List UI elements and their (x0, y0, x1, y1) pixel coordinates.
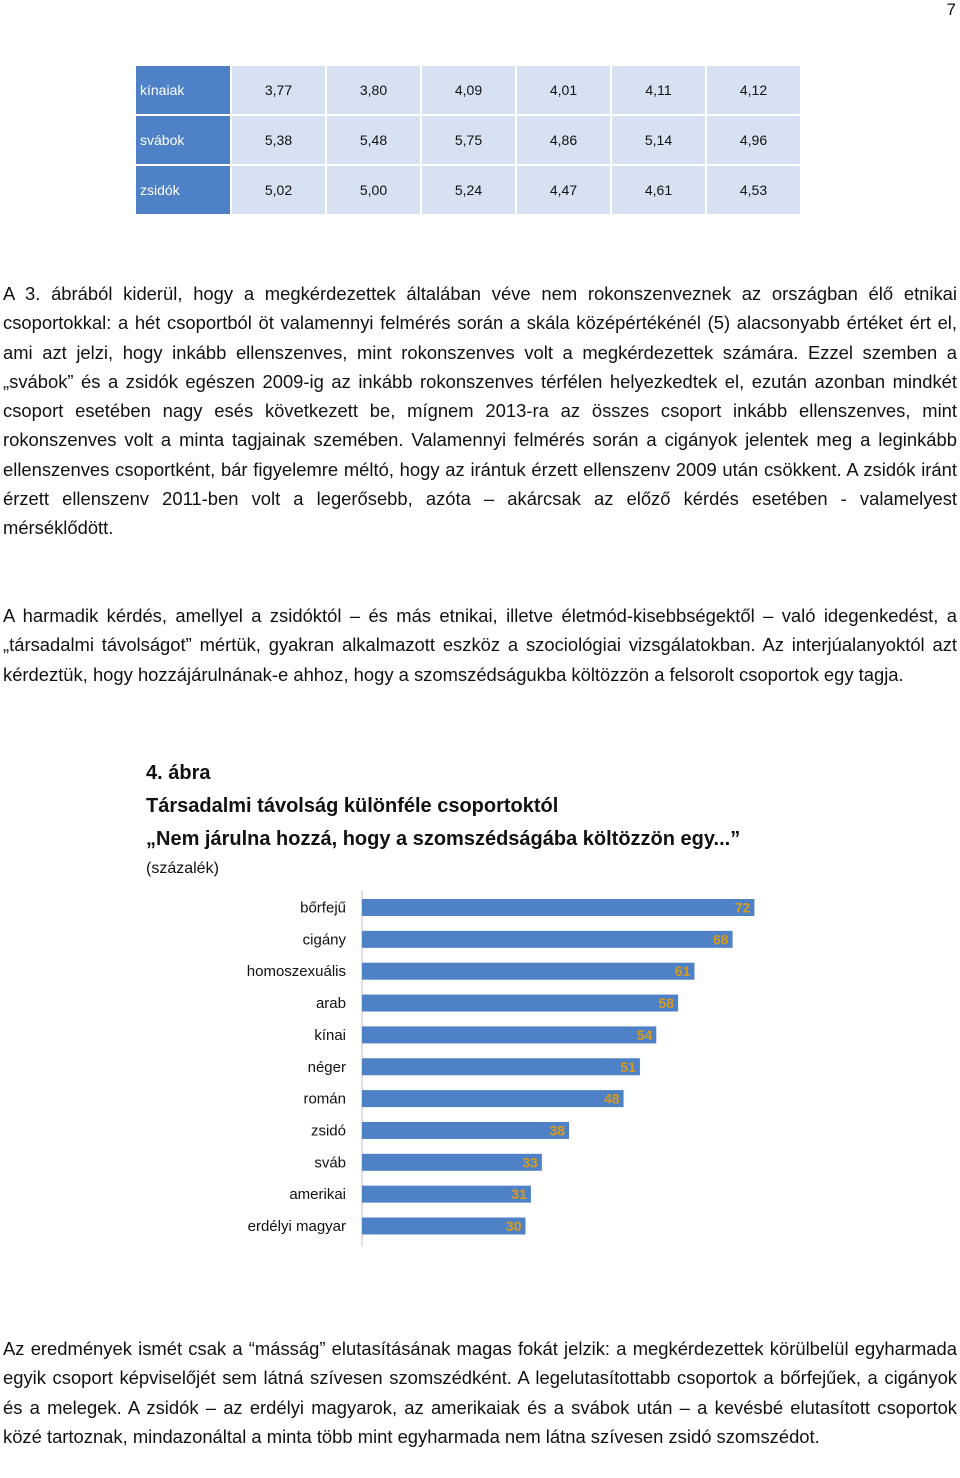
bar (362, 1186, 531, 1203)
table-row (136, 116, 800, 164)
table-cell: 3,80 (327, 66, 420, 114)
category-label: sváb (314, 1154, 346, 1172)
table-row (136, 166, 800, 214)
data-label: 72 (734, 899, 751, 916)
category-label: arab (315, 995, 346, 1013)
table-cell: 5,00 (327, 166, 420, 214)
bar (362, 1090, 624, 1107)
category-label: amerikai (289, 1186, 346, 1204)
data-label: 48 (604, 1090, 620, 1107)
table-cell: 4,53 (707, 166, 800, 214)
figure-unit: (százalék) (146, 860, 219, 877)
social-distance-bar-chart (210, 890, 770, 1250)
bar (362, 899, 754, 916)
data-label: 30 (505, 1218, 522, 1234)
bar (362, 1058, 640, 1075)
table-cell: 4,96 (707, 116, 800, 164)
page-number: 7 (946, 0, 956, 19)
category-label: kínai (314, 1026, 346, 1044)
bar (362, 1026, 656, 1043)
data-label: 51 (620, 1058, 636, 1075)
data-label: 38 (549, 1122, 566, 1139)
table-row-label: svábok (136, 116, 230, 164)
paragraph-1: A 3. ábrából kiderül, hogy a megkérdezettek általában véve nem rokonszenveznek az országban élő etnikai csoportokkal: a hét csoportból öt valamennyi felmérés során a skála középértékénél (5) alacsonyabb értéket ért el, ami azt jelzi, hogy inkább ellenszenves, mint rokonszenves volt a megkérdezettek számára. Ezzel szemben a „svábok” és a zsidók egészen 2009-ig az inkább rokonszenves térfélen helyezkedtek el, ezután azonban mindkét csoport esetében nagy esés következett be, mígnem 2013-ra az összes csoport inkább ellenszenves, mint rokonszenves volt a minta tagjainak szemében. Valamennyi felmérés során a cigányok jelentek meg a leginkább ellenszenves csoportként, bár figyelemre méltó, hogy az irántuk érzett ellenszenv 2009 után csökkent. A zsidók iránt érzett ellenszenv 2011-ben volt a legerősebb, azóta – akárcsak az előző kérdés esetében - valamelyest mérséklődött. (3, 283, 957, 539)
category-label: cigány (302, 931, 346, 949)
bar (362, 931, 733, 948)
table-cell: 4,09 (422, 66, 515, 114)
table-cell: 4,61 (612, 166, 705, 214)
data-label: 61 (674, 963, 691, 980)
category-label: homoszexuális (246, 963, 346, 981)
figure-number: 4. ábra (146, 762, 211, 784)
table-cell: 4,86 (517, 116, 610, 164)
table-cell: 5,14 (612, 116, 705, 164)
table-cell: 4,12 (707, 66, 800, 114)
table-cell: 5,75 (422, 116, 515, 164)
bar (362, 1154, 542, 1171)
attitude-table (134, 64, 802, 216)
data-label: 31 (511, 1186, 527, 1203)
figure-title: Társadalmi távolság különféle csoportoktól (146, 795, 559, 817)
category-label: erdélyi magyar (247, 1218, 346, 1235)
table-row-label: zsidók (136, 166, 230, 214)
table-cell: 5,38 (232, 116, 325, 164)
table-cell: 5,48 (327, 116, 420, 164)
table-cell: 5,02 (232, 166, 325, 214)
data-label: 58 (658, 995, 675, 1012)
table-cell: 4,01 (517, 66, 610, 114)
table-cell: 3,77 (232, 66, 325, 114)
table-cell: 4,47 (517, 166, 610, 214)
category-label: néger (307, 1058, 346, 1076)
table-row-label: kínaiak (136, 66, 230, 114)
table-cell: 5,24 (422, 166, 515, 214)
paragraph-2: A harmadik kérdés, amellyel a zsidóktól – és más etnikai, illetve életmód-kisebbségektől – való idegenkedést, a „társadalmi távolságot” mértük, gyakran alkalmazott eszköz a szociológiai vizsgálatokban. Az interjúalanyoktól azt kérdeztük, hogy hozzájárulnának-e ahhoz, hogy a szomszédságukba költözzön a felsorolt csoportok egy tagja. (3, 605, 957, 685)
paragraph-3: Az eredmények ismét csak a “másság” elutasításának magas fokát jelzik: a megkérdezettek körülbelül egyharmada egyik csoport képviselőjét sem látná szívesen szomszédként. A legelutasítottabb csoportok a bőrfejűek, a cigányok és a melegek. A zsidók – az erdélyi magyarok, az amerikaiak és a svábok után – a kevésbé elutasított csoportok közé tartoznak, mindazonáltal a minta több mint egyharmada nem látna szívesen zsidó szomszédot. (3, 1338, 957, 1447)
data-label: 54 (636, 1026, 653, 1043)
category-label: zsidó (310, 1122, 346, 1140)
data-label: 68 (713, 931, 729, 948)
category-label: bőrfejű (300, 899, 346, 917)
bar (362, 1218, 526, 1235)
data-label: 33 (522, 1154, 538, 1171)
bar (362, 995, 678, 1012)
figure-subtitle: „Nem járulna hozzá, hogy a szomszédságába költözzön egy...” (146, 828, 741, 850)
table-cell: 4,11 (612, 66, 705, 114)
bar (362, 1122, 569, 1139)
bar (362, 963, 694, 980)
table-row (136, 66, 800, 114)
category-label: román (303, 1090, 346, 1108)
